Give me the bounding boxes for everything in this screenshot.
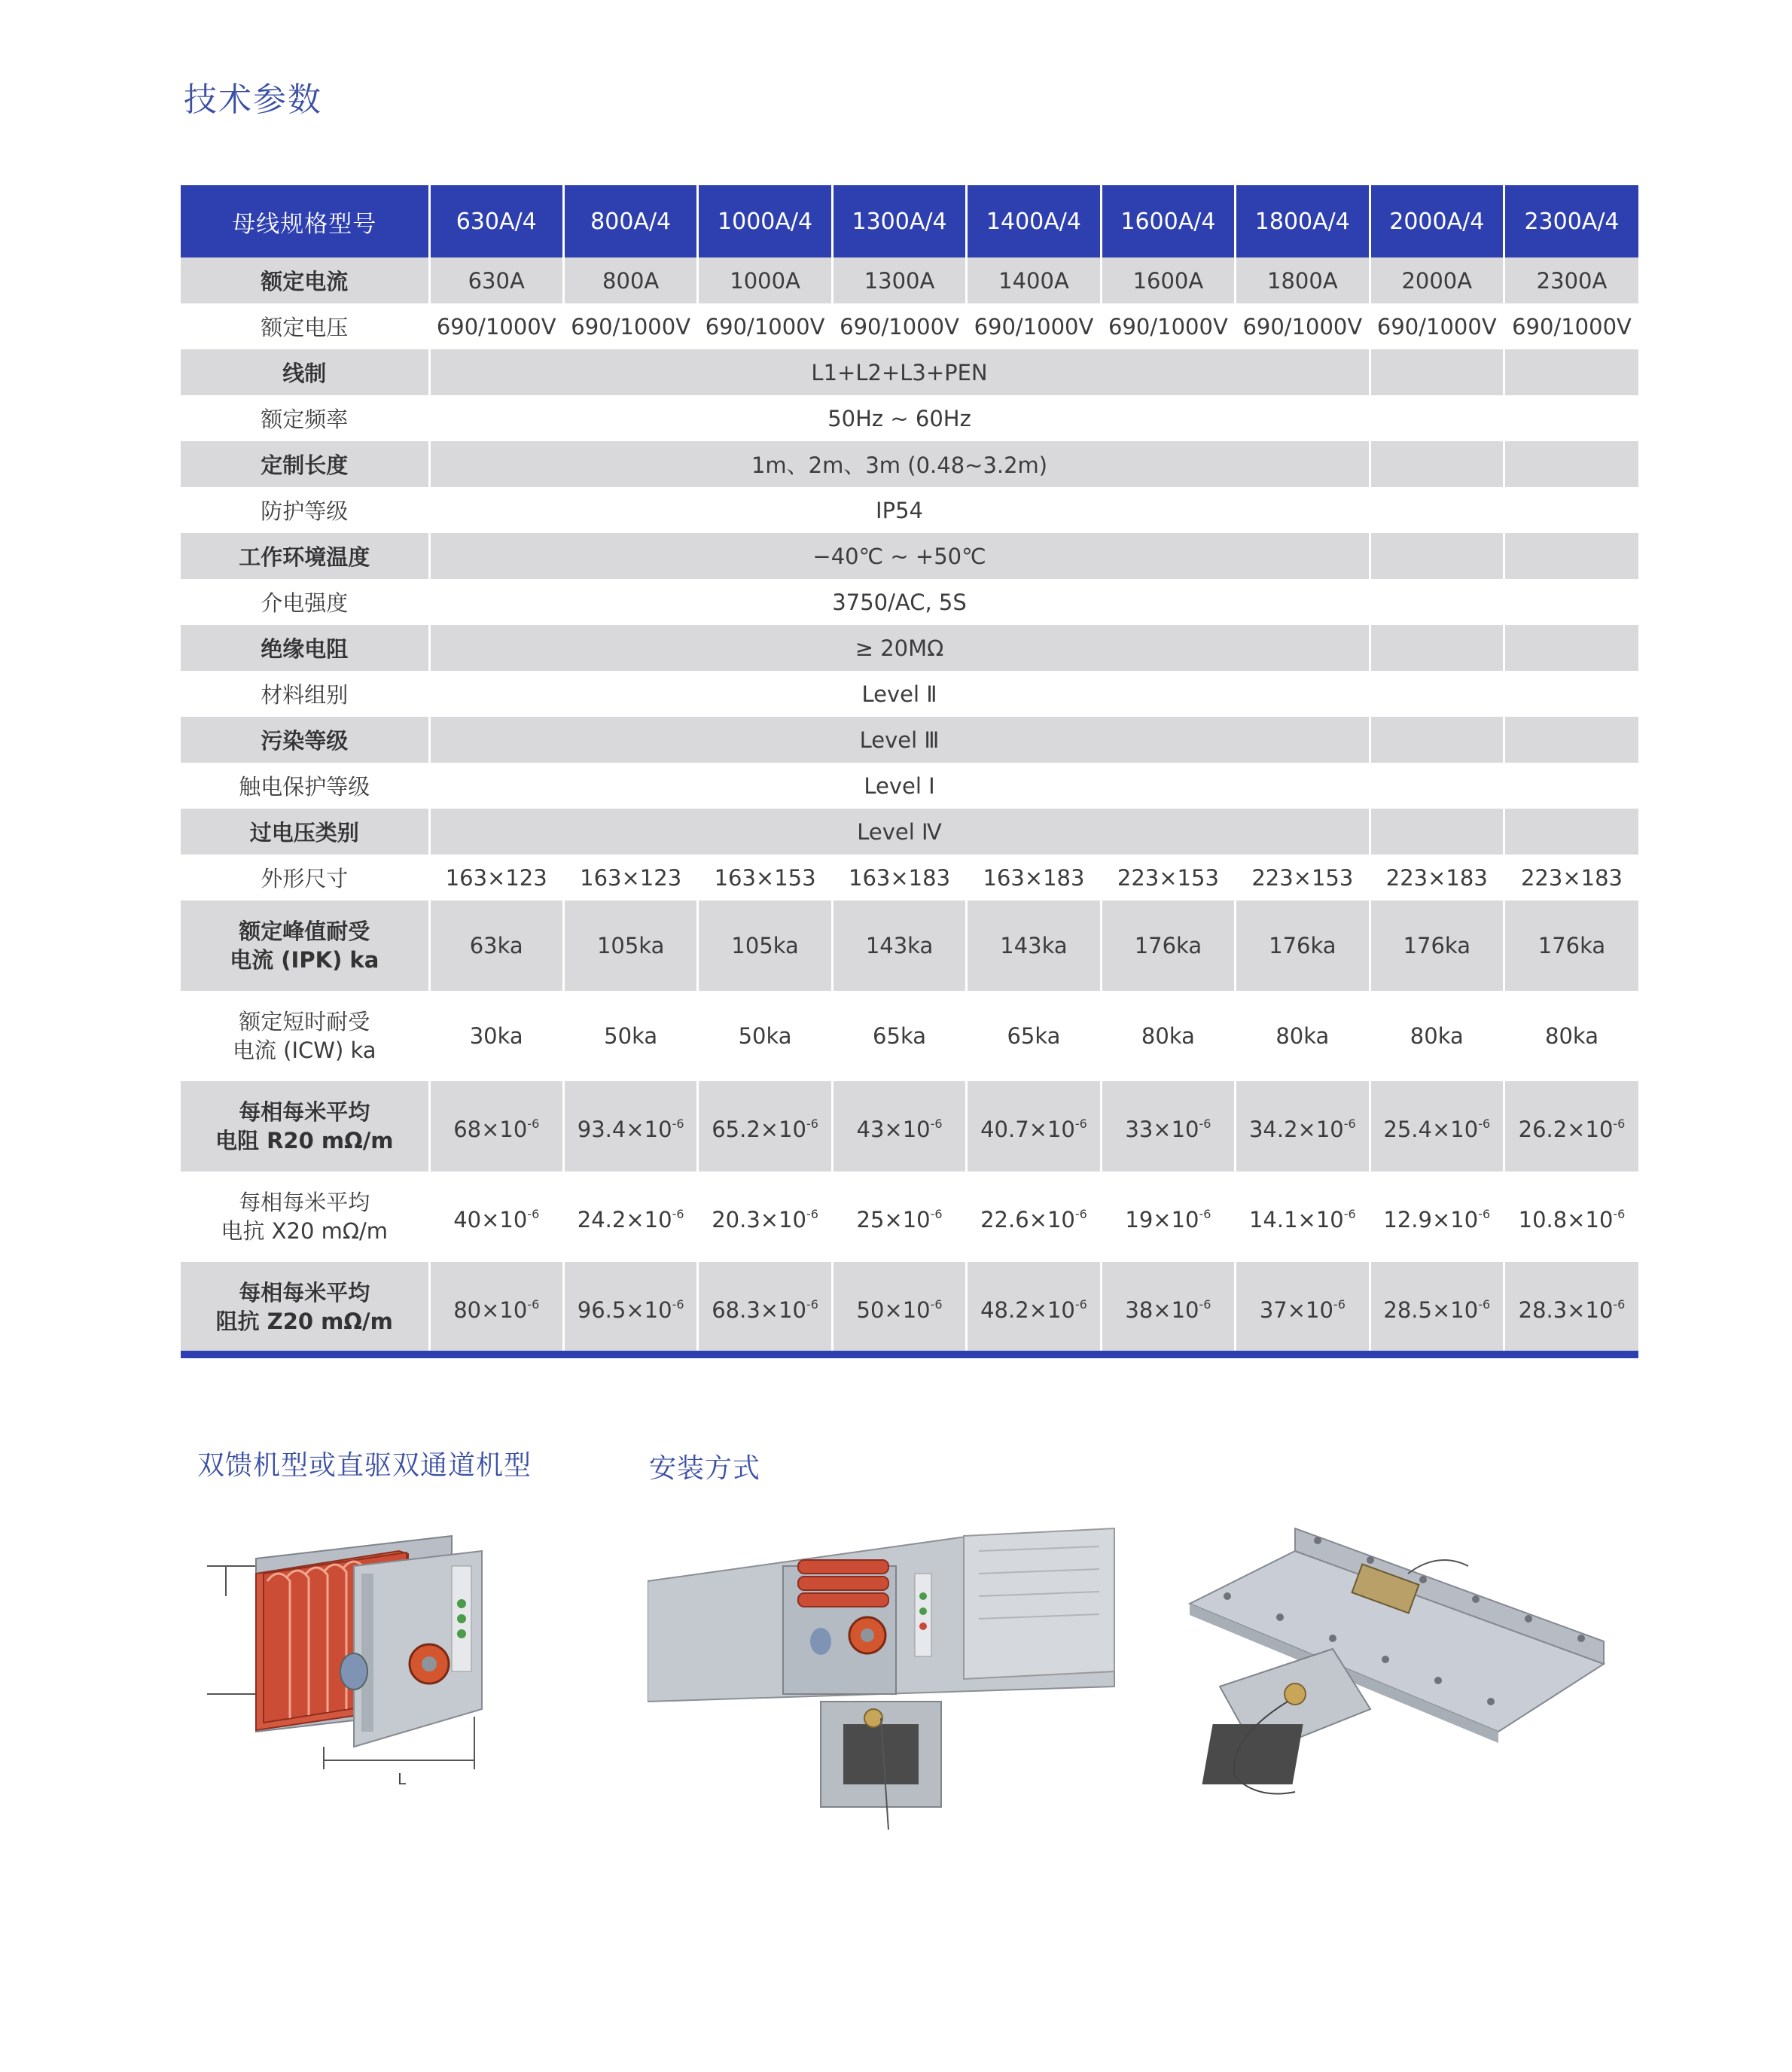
empty-cell: [1504, 671, 1639, 717]
row-label-line: 电流 (IPK) ka: [230, 947, 379, 973]
table-cell: 690/1000V: [429, 303, 563, 349]
row-label-line: 每相每米平均: [239, 1280, 370, 1306]
table-cell: [698, 1172, 832, 1262]
row-label-line: 额定短时耐受: [239, 1009, 370, 1034]
table-cell: Level Ⅰ: [429, 763, 1370, 809]
row-label-line: 阻抗 Z20 mΩ/m: [215, 1309, 393, 1334]
table-cell: 630A: [429, 257, 563, 303]
table-cell: [832, 1172, 966, 1262]
table-cell: ≥ 20MΩ: [429, 625, 1370, 671]
table-row: [181, 487, 1638, 533]
value-base: 14.1×10: [1248, 1206, 1344, 1233]
dimension-label: L: [398, 1770, 407, 1788]
table-cell: 105ka: [698, 900, 832, 991]
busbar-section-image: [203, 1521, 489, 1792]
table-cell: −40℃ ~ +50℃: [429, 533, 1370, 579]
empty-cell: [1504, 625, 1639, 671]
row-label: 污染等级: [181, 717, 429, 763]
table-cell: 690/1000V: [698, 303, 832, 349]
table-cell: [1504, 1081, 1639, 1172]
table-cell: [1101, 1172, 1235, 1262]
table-cell: 143ka: [967, 900, 1101, 991]
table-cell: [1101, 1262, 1235, 1352]
row-label: 额定频率: [181, 395, 429, 441]
table-cell: 2000A: [1370, 257, 1504, 303]
row-label: 介电强度: [181, 579, 429, 625]
table-cell: 80ka: [1236, 991, 1370, 1081]
header-cell: 1300A/4: [832, 185, 966, 257]
row-label: [181, 900, 429, 991]
table-cell: [698, 1262, 832, 1352]
value-exponent: -6: [1074, 1297, 1087, 1312]
header-cell: 1600A/4: [1101, 185, 1235, 257]
table-cell: 30ka: [429, 991, 563, 1081]
table-cell: [967, 1172, 1101, 1262]
value-exponent: -6: [806, 1297, 818, 1312]
value-exponent: -6: [1478, 1297, 1491, 1312]
value-base: 68.3×10: [712, 1297, 806, 1323]
table-row: [181, 671, 1638, 717]
value-base: 24.2×10: [577, 1206, 672, 1233]
mounting-bracket-image: [1182, 1513, 1619, 1830]
section-title-model: 双馈机型或直驱双通道机型: [197, 1450, 532, 1481]
row-label-line: 每相每米平均: [239, 1190, 370, 1215]
value-exponent: -6: [1343, 1206, 1356, 1221]
value-exponent: -6: [1478, 1116, 1491, 1131]
table-cell: [563, 1262, 697, 1352]
table-bottom-bar: [181, 1351, 1638, 1358]
table-cell: [429, 1081, 563, 1172]
value-exponent: -6: [1478, 1206, 1491, 1221]
row-label: 过电压类别: [181, 809, 429, 855]
table-header-row: [181, 185, 1638, 257]
value-base: 28.3×10: [1518, 1297, 1614, 1323]
table-cell: 143ka: [832, 900, 966, 991]
table-cell: 176ka: [1101, 900, 1235, 991]
empty-cell: [1504, 533, 1639, 579]
header-cell: 2000A/4: [1370, 185, 1504, 257]
value-base: 48.2×10: [980, 1297, 1075, 1323]
value-exponent: -6: [527, 1206, 540, 1221]
table-cell: 50ka: [563, 991, 697, 1081]
table-cell: 1400A: [967, 257, 1101, 303]
table-row: [181, 1172, 1638, 1262]
value-exponent: -6: [806, 1206, 818, 1221]
empty-cell: [1504, 809, 1639, 855]
empty-cell: [1370, 533, 1504, 579]
value-exponent: -6: [1613, 1116, 1626, 1131]
value-base: 10.8×10: [1518, 1206, 1614, 1233]
empty-cell: [1504, 717, 1639, 763]
table-row: [181, 809, 1638, 855]
value-exponent: -6: [672, 1297, 684, 1312]
table-cell: 1600A: [1101, 257, 1235, 303]
value-base: 19×10: [1125, 1206, 1199, 1233]
table-cell: 2300A: [1504, 257, 1639, 303]
header-cell: 800A/4: [563, 185, 697, 257]
empty-cell: [1370, 625, 1504, 671]
empty-cell: [1504, 579, 1639, 625]
value-base: 25.4×10: [1383, 1116, 1479, 1142]
row-label: 绝缘电阻: [181, 625, 429, 671]
table-cell: 690/1000V: [967, 303, 1101, 349]
table-row: [181, 349, 1638, 395]
row-label: 触电保护等级: [181, 763, 429, 809]
value-base: 28.5×10: [1383, 1297, 1479, 1323]
table-cell: 105ka: [563, 900, 697, 991]
table-cell: [832, 1081, 966, 1172]
value-base: 40.7×10: [980, 1116, 1075, 1142]
table-cell: 63ka: [429, 900, 563, 991]
table-cell: [967, 1081, 1101, 1172]
row-label: 材料组别: [181, 671, 429, 717]
table-cell: [1236, 1262, 1370, 1352]
table-cell: Level Ⅱ: [429, 671, 1370, 717]
empty-cell: [1370, 395, 1504, 441]
empty-cell: [1504, 349, 1639, 395]
table-cell: 50ka: [698, 991, 832, 1081]
table-cell: [832, 1262, 966, 1352]
table-cell: 1000A: [698, 257, 832, 303]
table-cell: Level Ⅲ: [429, 717, 1370, 763]
empty-cell: [1504, 441, 1639, 487]
table-cell: [563, 1172, 697, 1262]
value-base: 34.2×10: [1248, 1116, 1344, 1142]
table-row: [181, 441, 1638, 487]
header-cell: 1400A/4: [967, 185, 1101, 257]
table-row: [181, 579, 1638, 625]
row-label: 定制长度: [181, 441, 429, 487]
empty-cell: [1370, 579, 1504, 625]
table-row: [181, 625, 1638, 671]
empty-cell: [1370, 717, 1504, 763]
page-title: 技术参数: [184, 81, 322, 119]
table-cell: 690/1000V: [1236, 303, 1370, 349]
row-label: 额定电压: [181, 303, 429, 349]
section-title-installation: 安装方式: [649, 1453, 761, 1484]
value-base: 22.6×10: [980, 1206, 1075, 1233]
table-row: [181, 763, 1638, 809]
row-label-line: 电流 (ICW) ka: [232, 1038, 376, 1063]
table-cell: [1370, 1262, 1504, 1352]
value-exponent: -6: [930, 1206, 943, 1221]
value-base: 96.5×10: [577, 1297, 672, 1323]
table-cell: 80ka: [1504, 991, 1639, 1081]
table-row: [181, 533, 1638, 579]
value-base: 65.2×10: [712, 1116, 806, 1142]
table-cell: 163×153: [698, 855, 832, 900]
value-exponent: -6: [1074, 1206, 1087, 1221]
table-cell: 163×123: [429, 855, 563, 900]
empty-cell: [1370, 809, 1504, 855]
empty-cell: [1370, 671, 1504, 717]
table-cell: 163×183: [832, 855, 966, 900]
value-exponent: -6: [1199, 1206, 1211, 1221]
table-cell: [1504, 1172, 1639, 1262]
table-cell: IP54: [429, 487, 1370, 533]
row-label: 额定电流: [181, 257, 429, 303]
value-base: 33×10: [1125, 1116, 1199, 1142]
table-cell: 163×123: [563, 855, 697, 900]
table-cell: 1800A: [1236, 257, 1370, 303]
table-cell: 176ka: [1236, 900, 1370, 991]
row-label-line: 电阻 R20 mΩ/m: [215, 1128, 394, 1153]
value-exponent: -6: [527, 1297, 540, 1312]
table-cell: 800A: [563, 257, 697, 303]
table-cell: 690/1000V: [1370, 303, 1504, 349]
table-cell: 223×183: [1370, 855, 1504, 900]
empty-cell: [1370, 763, 1504, 809]
installation-busbar-image: [648, 1521, 1129, 1837]
table-row: [181, 855, 1638, 900]
value-base: 37×10: [1259, 1297, 1333, 1323]
table-cell: [967, 1262, 1101, 1352]
table-cell: 690/1000V: [832, 303, 966, 349]
value-base: 26.2×10: [1518, 1116, 1614, 1142]
table-cell: 163×183: [967, 855, 1101, 900]
value-exponent: -6: [672, 1206, 684, 1221]
table-cell: [1504, 1262, 1639, 1352]
value-base: 43×10: [856, 1116, 931, 1142]
value-exponent: -6: [930, 1116, 943, 1131]
value-exponent: -6: [527, 1116, 540, 1131]
table-cell: [1370, 1081, 1504, 1172]
table-cell: [698, 1081, 832, 1172]
table-row: [181, 395, 1638, 441]
row-label: [181, 1262, 429, 1352]
table-cell: 176ka: [1504, 900, 1639, 991]
table-cell: 3750/AC, 5S: [429, 579, 1370, 625]
value-base: 80×10: [453, 1297, 528, 1323]
table-cell: 50Hz ~ 60Hz: [429, 395, 1370, 441]
table-row: [181, 1262, 1638, 1352]
table-cell: Level Ⅳ: [429, 809, 1370, 855]
value-exponent: -6: [1343, 1116, 1356, 1131]
table-row: [181, 717, 1638, 763]
spec-table: [181, 185, 1638, 1352]
table-cell: 223×183: [1504, 855, 1639, 900]
header-cell: 1800A/4: [1236, 185, 1370, 257]
empty-cell: [1370, 349, 1504, 395]
table-cell: [429, 1262, 563, 1352]
header-cell: 1000A/4: [698, 185, 832, 257]
table-cell: 1m、2m、3m (0.48~3.2m): [429, 441, 1370, 487]
row-label: [181, 1081, 429, 1172]
row-label-line: 每相每米平均: [239, 1099, 370, 1125]
table-cell: 176ka: [1370, 900, 1504, 991]
table-cell: [1236, 1172, 1370, 1262]
value-exponent: -6: [1074, 1116, 1087, 1131]
value-exponent: -6: [1613, 1297, 1626, 1312]
value-exponent: -6: [1199, 1297, 1211, 1312]
table-cell: [563, 1081, 697, 1172]
empty-cell: [1370, 441, 1504, 487]
table-cell: L1+L2+L3+PEN: [429, 349, 1370, 395]
value-base: 25×10: [856, 1206, 931, 1233]
row-label: [181, 1172, 429, 1262]
table-cell: [429, 1172, 563, 1262]
value-base: 12.9×10: [1383, 1206, 1479, 1233]
value-exponent: -6: [1199, 1116, 1211, 1131]
header-cell: 2300A/4: [1504, 185, 1639, 257]
table-cell: [1236, 1081, 1370, 1172]
table-cell: [1101, 1081, 1235, 1172]
empty-cell: [1504, 763, 1639, 809]
value-base: 93.4×10: [577, 1116, 672, 1142]
table-cell: 690/1000V: [563, 303, 697, 349]
table-cell: 690/1000V: [1101, 303, 1235, 349]
row-label: [181, 991, 429, 1081]
table-cell: 223×153: [1236, 855, 1370, 900]
table-cell: [1370, 1172, 1504, 1262]
row-label: 线制: [181, 349, 429, 395]
table-cell: 223×153: [1101, 855, 1235, 900]
table-cell: 65ka: [967, 991, 1101, 1081]
table-cell: 80ka: [1101, 991, 1235, 1081]
value-exponent: -6: [930, 1297, 943, 1312]
header-cell: 630A/4: [429, 185, 563, 257]
table-row: [181, 991, 1638, 1081]
value-exponent: -6: [806, 1116, 818, 1131]
row-label: 外形尺寸: [181, 855, 429, 900]
row-label-line: 额定峰值耐受: [239, 919, 370, 944]
header-cell: 母线规格型号: [181, 185, 429, 257]
empty-cell: [1504, 487, 1639, 533]
table-cell: 80ka: [1370, 991, 1504, 1081]
table-cell: 1300A: [832, 257, 966, 303]
empty-cell: [1370, 487, 1504, 533]
value-base: 50×10: [856, 1297, 931, 1323]
row-label: 防护等级: [181, 487, 429, 533]
value-base: 38×10: [1125, 1297, 1199, 1323]
value-exponent: -6: [1613, 1206, 1626, 1221]
row-label-line: 电抗 X20 mΩ/m: [221, 1218, 389, 1244]
table-row: [181, 900, 1638, 991]
value-exponent: -6: [672, 1116, 684, 1131]
value-base: 20.3×10: [712, 1206, 806, 1233]
table-row: [181, 257, 1638, 303]
table-row: [181, 303, 1638, 349]
empty-cell: [1504, 395, 1639, 441]
row-label: 工作环境温度: [181, 533, 429, 579]
table-cell: 65ka: [832, 991, 966, 1081]
table-cell: 690/1000V: [1504, 303, 1639, 349]
value-exponent: -6: [1333, 1297, 1346, 1312]
value-base: 40×10: [453, 1206, 528, 1233]
value-base: 68×10: [453, 1116, 528, 1142]
table-row: [181, 1081, 1638, 1172]
